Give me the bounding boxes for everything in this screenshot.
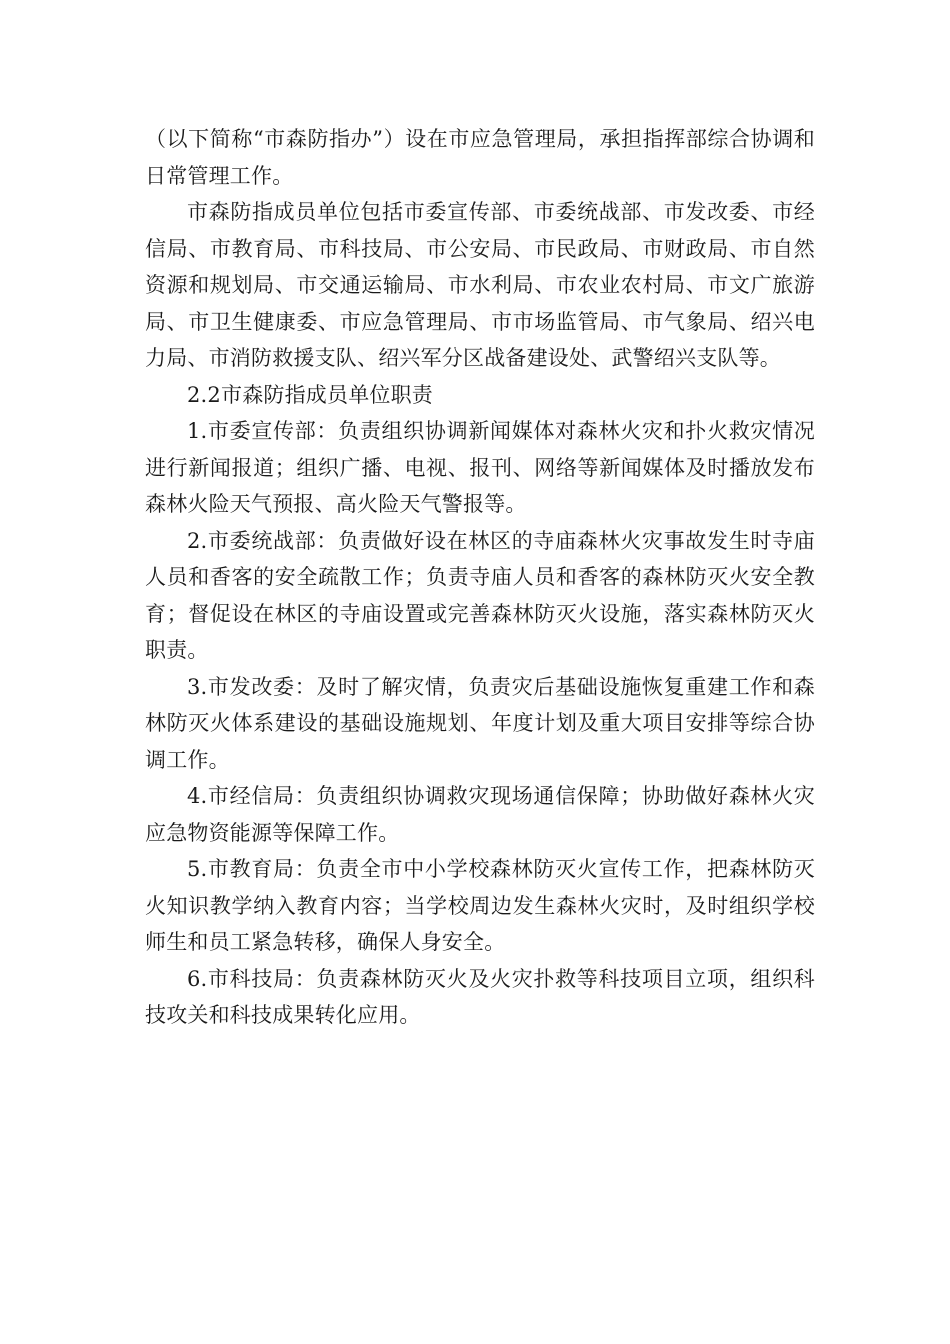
section-heading-duties: 2.2市森防指成员单位职责 (187, 382, 433, 407)
paragraph-intro-continued: （以下简称“市森防指办”）设在市应急管理局，承担指挥部综合协调和日常管理工作。 (145, 127, 815, 188)
paragraph-duty-propaganda: 1.市委宣传部：负责组织协调新闻媒体对森林火灾和扑火救灾情况进行新闻报道；组织广播、电视、报刊、网络等新闻媒体及时播放发布森林火险天气预报、高火险天气警报等。 (145, 419, 815, 516)
paragraph-duty-education: 5.市教育局：负责全市中小学校森林防灭火宣传工作，把森林防灭火知识教学纳入教育内容；当学校周边发生森林火灾时，及时组织学校师生和员工紧急转移，确保人身安全。 (145, 857, 815, 954)
paragraph-member-units: 市森防指成员单位包括市委宣传部、市委统战部、市发改委、市经信局、市教育局、市科技局、市公安局、市民政局、市财政局、市自然资源和规划局、市交通运输局、市水利局、市农业农村局、市文广旅游局、市卫生健康委、市应急管理局、市市场监管局、市气象局、绍兴电力局、市消防救援支队、绍兴军分区战备建设处、武警绍兴支队等。 (145, 200, 815, 370)
paragraph-duty-economy-information: 4.市经信局：负责组织协调救灾现场通信保障；协助做好森林火灾应急物资能源等保障工作。 (145, 784, 815, 845)
paragraph-duty-science-technology: 6.市科技局：负责森林防灭火及火灾扑救等科技项目立项，组织科技攻关和科技成果转化应用。 (145, 966, 815, 1027)
paragraph-duty-united-front: 2.市委统战部：负责做好设在林区的寺庙森林火灾事故发生时寺庙人员和香客的安全疏散工作；负责寺庙人员和香客的森林防灭火安全教育；督促设在林区的寺庙设置或完善森林防灭火设施，落实森林防灭火职责。 (145, 528, 815, 662)
paragraph-duty-development-reform: 3.市发改委：及时了解灾情，负责灾后基础设施恢复重建工作和森林防灭火体系建设的基础设施规划、年度计划及重大项目安排等综合协调工作。 (145, 674, 815, 772)
document-page (145, 121, 815, 1034)
